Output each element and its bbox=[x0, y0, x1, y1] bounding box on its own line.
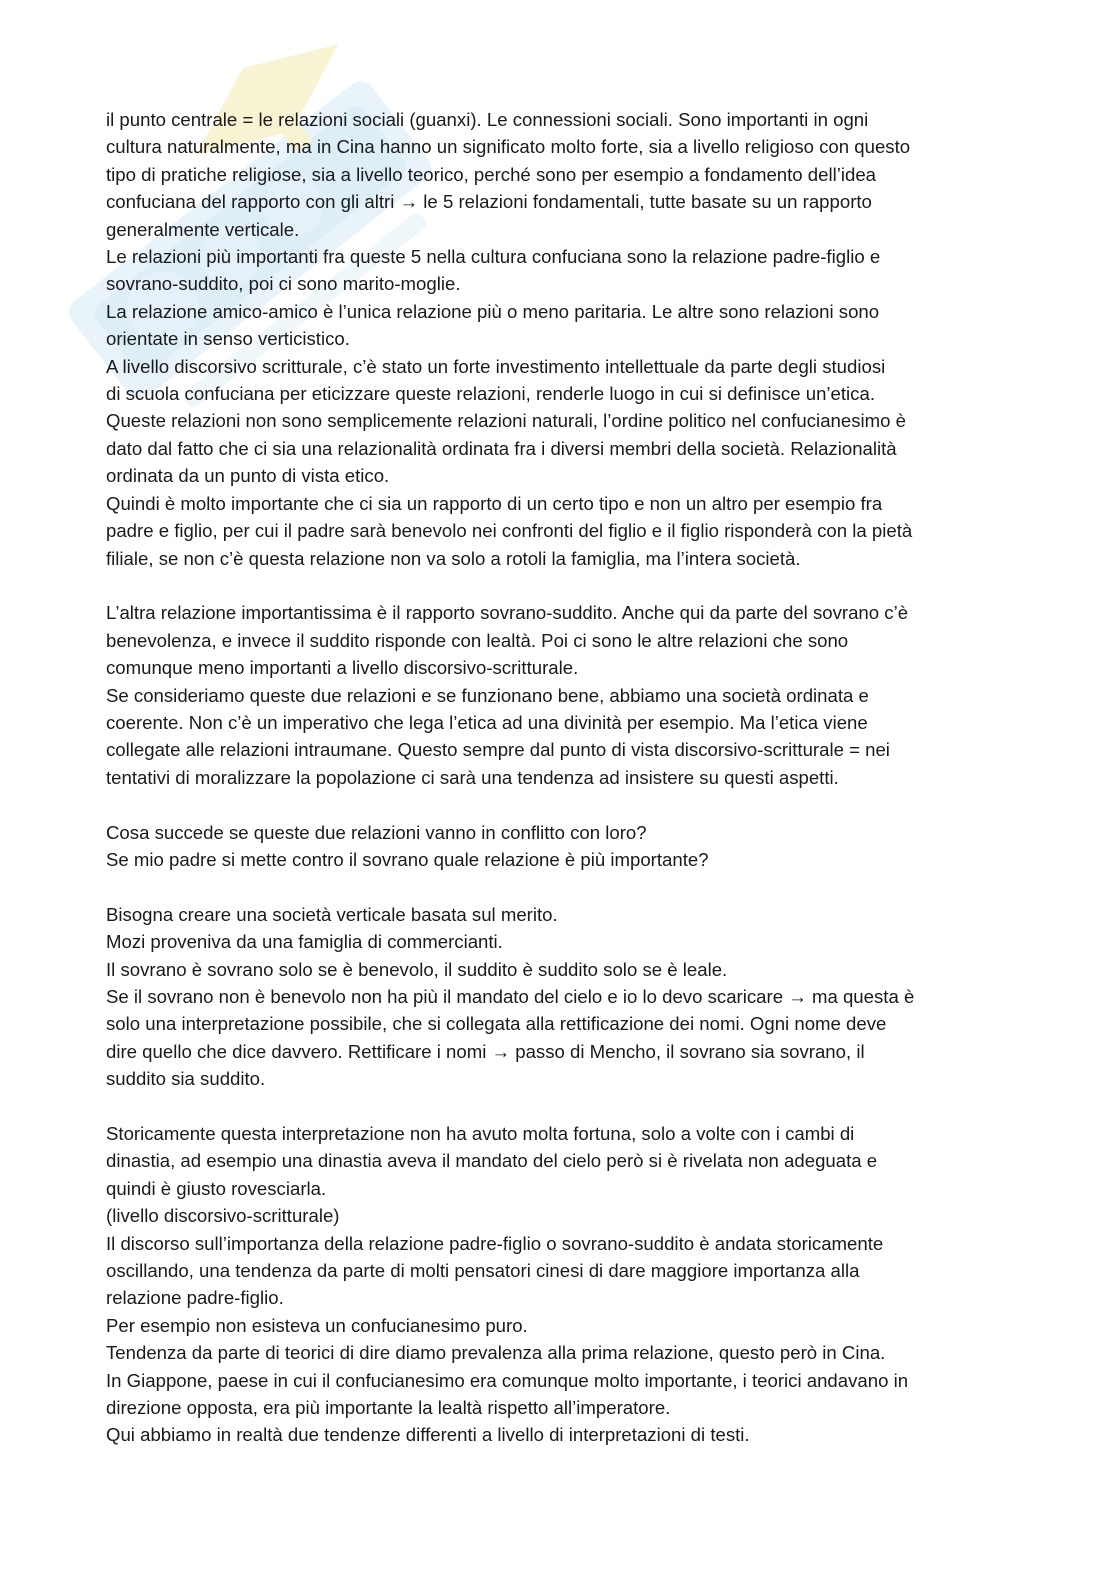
text-line: il punto centrale = le relazioni sociali (guanxi). Le connessioni sociali. Sono importanti in ogni bbox=[106, 109, 869, 130]
paragraph bbox=[106, 106, 1016, 243]
paragraph bbox=[106, 1120, 1016, 1202]
document-body bbox=[106, 106, 1016, 1449]
paragraph bbox=[106, 1367, 1016, 1422]
paragraph bbox=[106, 1339, 1016, 1366]
paragraph bbox=[106, 353, 1016, 408]
text-line: A livello discorsivo scritturale, c’è stato un forte investimento intellettuale da parte degli studiosi bbox=[106, 355, 886, 377]
text-line: suddito sia suddito. bbox=[106, 1068, 266, 1090]
paragraph-gap bbox=[106, 572, 1016, 599]
paragraph-gap bbox=[106, 873, 1016, 900]
text-line: Tendenza da parte di teorici di dire diamo prevalenza alla prima relazione, questo però in Cina. bbox=[106, 1342, 886, 1364]
text-line: orientate in senso verticistico. bbox=[106, 328, 350, 350]
text-line: La relazione amico-amico è l’unica relazione più o meno paritaria. Le altre sono relazioni sono bbox=[106, 300, 880, 322]
paragraph bbox=[106, 1421, 1016, 1448]
paragraph bbox=[106, 490, 1016, 572]
paragraph bbox=[106, 298, 1016, 353]
text-line: Per esempio non esisteva un confucianesimo puro. bbox=[106, 1314, 528, 1336]
text-line: Qui abbiamo in realtà due tendenze differenti a livello di interpretazioni di testi. bbox=[106, 1424, 750, 1446]
paragraph bbox=[106, 599, 1016, 681]
text-line: confuciana del rapporto con gli altri → le 5 relazioni fondamentali, tutte basate su un rapporto bbox=[106, 191, 872, 213]
paragraph bbox=[106, 682, 1016, 792]
text-line: Il sovrano è sovrano solo se è benevolo, il suddito è suddito solo se è leale. bbox=[106, 958, 728, 980]
paragraph bbox=[106, 983, 1016, 1093]
paragraph bbox=[106, 1230, 1016, 1312]
text-line: filiale, se non c’è questa relazione non va solo a rotoli la famiglia, ma l’intera società. bbox=[106, 547, 801, 569]
text-line: In Giappone, paese in cui il confucianesimo era comunque molto importante, i teorici andavano in bbox=[106, 1369, 909, 1391]
paragraph bbox=[106, 1202, 1016, 1229]
text-line: L’altra relazione importantissima è il rapporto sovrano-suddito. Anche qui da parte del sovrano c’è bbox=[106, 602, 909, 624]
text-line: (livello discorsivo-scritturale) bbox=[106, 1205, 340, 1227]
paragraph bbox=[106, 901, 1016, 928]
text-line: Se il sovrano non è benevolo non ha più il mandato del cielo e io lo devo scaricare → ma questa è bbox=[106, 985, 915, 1007]
text-line: solo una interpretazione possibile, che si collegata alla rettificazione dei nomi. Ogni nome deve bbox=[106, 1013, 887, 1035]
text-line: Cosa succede se queste due relazioni vanno in conflitto con loro? bbox=[106, 821, 647, 843]
text-line: benevolenza, e invece il suddito risponde con lealtà. Poi ci sono le altre relazioni che sono bbox=[106, 629, 849, 651]
paragraph bbox=[106, 928, 1016, 955]
text-line: dire quello che dice davvero. Rettificare i nomi → passo di Mencho, il sovrano sia sovrano, il bbox=[106, 1040, 865, 1062]
text-line: tentativi di moralizzare la popolazione ci sarà una tendenza ad insistere su questi aspetti. bbox=[106, 766, 839, 788]
paragraph bbox=[106, 243, 1016, 298]
text-line: quindi è giusto rovesciarla. bbox=[106, 1177, 327, 1199]
text-line: Le relazioni più importanti fra queste 5 nella cultura confuciana sono la relazione padre-figlio e bbox=[106, 246, 881, 268]
text-line: Il discorso sull’importanza della relazione padre-figlio o sovrano-suddito è andata storicamente bbox=[106, 1232, 884, 1254]
text-line: direzione opposta, era più importante la lealtà rispetto all’imperatore. bbox=[106, 1397, 671, 1419]
text-line: Queste relazioni non sono semplicemente relazioni naturali, l’ordine politico nel confucianesimo è bbox=[106, 410, 906, 432]
paragraph-gap bbox=[106, 791, 1016, 818]
text-line: comunque meno importanti a livello discorsivo-scritturale. bbox=[106, 657, 579, 679]
text-line: oscillando, una tendenza da parte di molti pensatori cinesi di dare maggiore importanza alla bbox=[106, 1260, 860, 1281]
text-line: cultura naturalmente, ma in Cina hanno un significato molto forte, sia a livello religioso con questo bbox=[106, 136, 911, 158]
text-line: dato dal fatto che ci sia una relazionalità ordinata fra i diversi membri della società. Relazionalità bbox=[106, 437, 897, 459]
paragraph bbox=[106, 1312, 1016, 1339]
text-line: Se consideriamo queste due relazioni e se funzionano bene, abbiamo una società ordinata e bbox=[106, 684, 869, 706]
text-line: relazione padre-figlio. bbox=[106, 1287, 284, 1309]
text-line: Storicamente questa interpretazione non ha avuto molta fortuna, solo a volte con i cambi di bbox=[106, 1122, 855, 1144]
text-line: Mozi proveniva da una famiglia di commercianti. bbox=[106, 931, 503, 953]
text-line: Se mio padre si mette contro il sovrano quale relazione è più importante? bbox=[106, 848, 709, 870]
text-line: padre e figlio, per cui il padre sarà benevolo nei confronti del figlio e il figlio risponderà con la pietà bbox=[106, 520, 913, 542]
text-line: collegate alle relazioni intraumane. Questo sempre dal punto di vista discorsivo-scritturale = nei bbox=[106, 739, 890, 761]
paragraph bbox=[106, 407, 1016, 489]
paragraph-gap bbox=[106, 1093, 1016, 1120]
text-line: sovrano-suddito, poi ci sono marito-moglie. bbox=[106, 273, 461, 295]
text-line: coerente. Non c’è un imperativo che lega l’etica ad una divinità per esempio. Ma l’etica viene bbox=[106, 711, 868, 733]
text-line: ordinata da un punto di vista etico. bbox=[106, 465, 390, 487]
paragraph bbox=[106, 846, 1016, 873]
text-line: di scuola confuciana per eticizzare queste relazioni, renderle luogo in cui si definisce un’etica. bbox=[106, 383, 875, 405]
text-line: Quindi è molto importante che ci sia un rapporto di un certo tipo e non un altro per esempio fra bbox=[106, 492, 883, 514]
text-line: generalmente verticale. bbox=[106, 218, 300, 240]
text-line: tipo di pratiche religiose, sia a livello teorico, perché sono per esempio a fondamento dell’idea bbox=[106, 163, 877, 185]
paragraph bbox=[106, 956, 1016, 983]
paragraph bbox=[106, 819, 1016, 846]
text-line: dinastia, ad esempio una dinastia aveva il mandato del cielo però si è rivelata non adeguata e bbox=[106, 1150, 878, 1172]
text-line: Bisogna creare una società verticale basata sul merito. bbox=[106, 903, 558, 925]
